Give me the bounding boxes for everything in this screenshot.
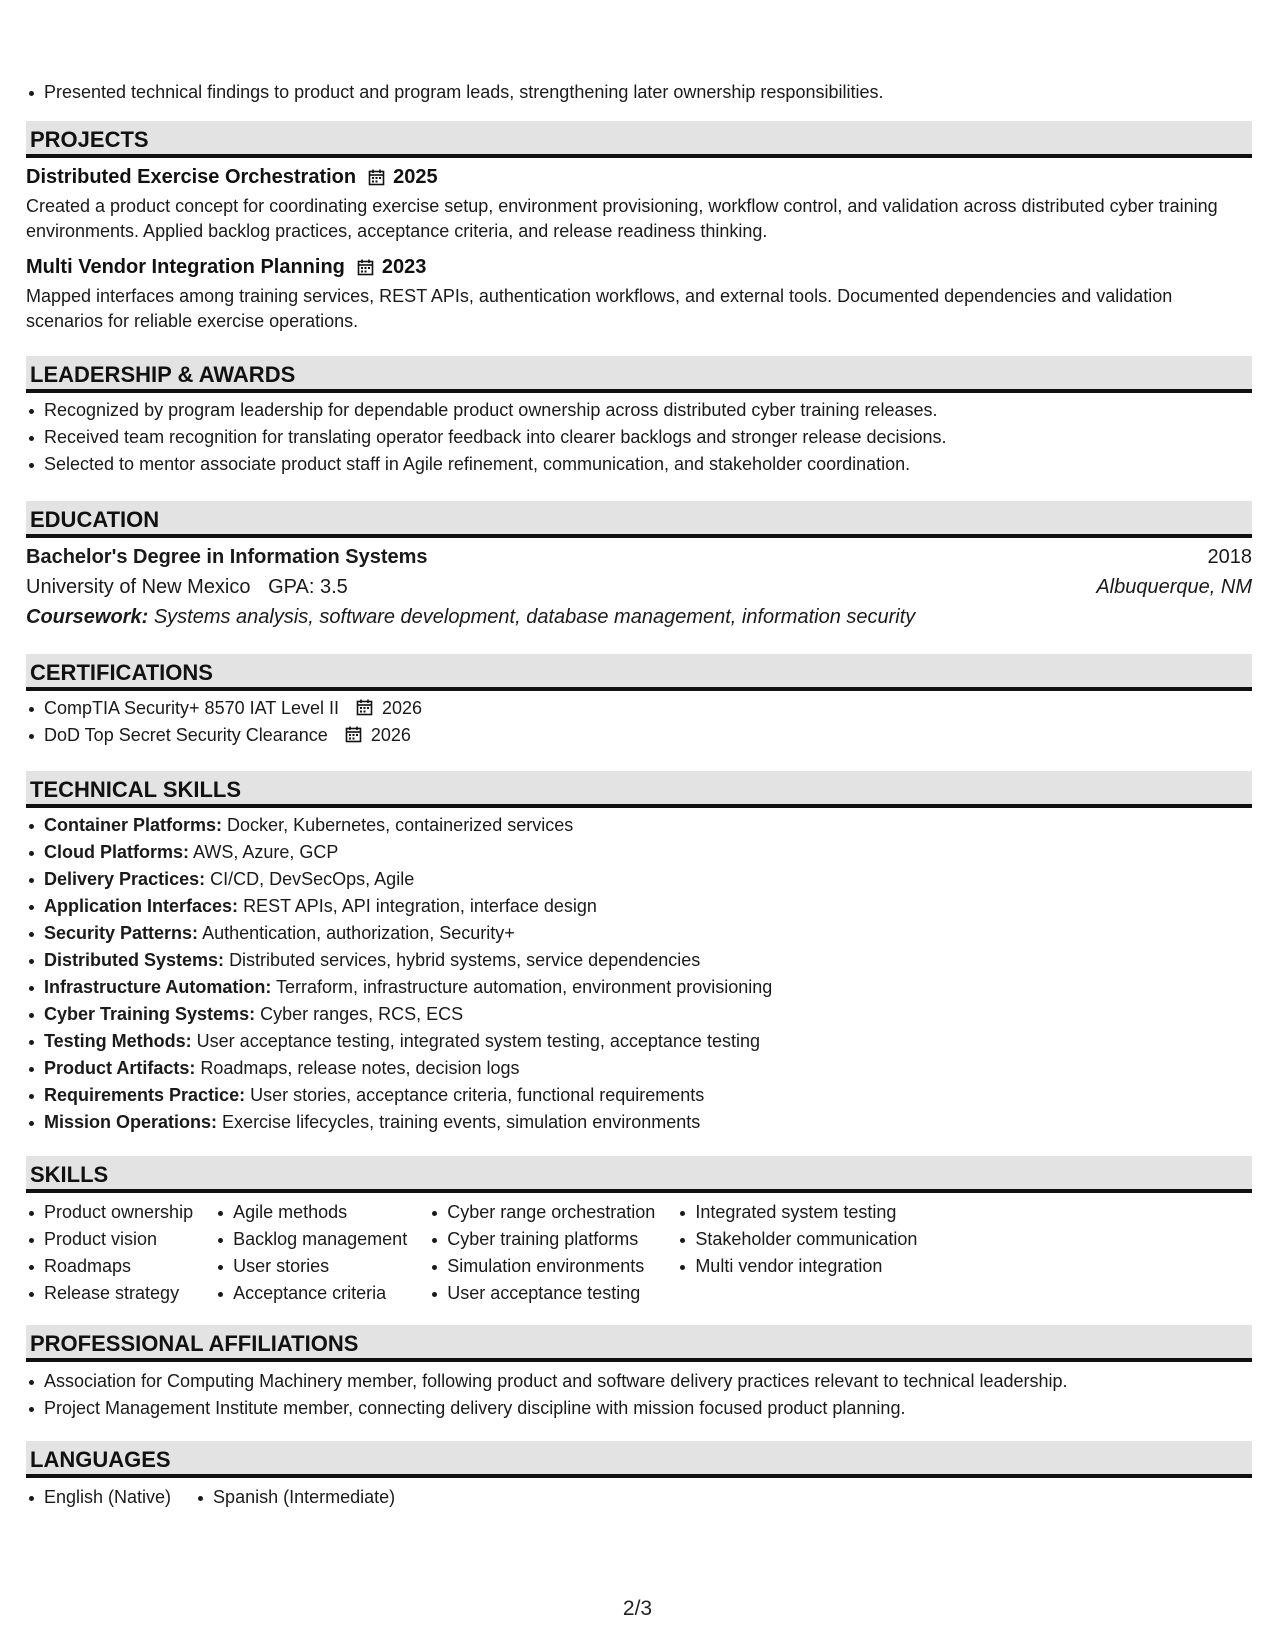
certification-name: DoD Top Secret Security Clearance bbox=[44, 725, 328, 745]
skill-values: CI/CD, DevSecOps, Agile bbox=[210, 869, 415, 889]
list-item bbox=[26, 893, 1252, 920]
list-item: English (Native) bbox=[26, 1484, 171, 1511]
school-location: Albuquerque, NM bbox=[1096, 576, 1252, 598]
certification-year: 2026 bbox=[370, 725, 411, 745]
certifications-list bbox=[26, 695, 1252, 749]
list-item: Product vision bbox=[26, 1226, 193, 1253]
skill-values: AWS, Azure, GCP bbox=[193, 842, 339, 862]
skill-values: Terraform, infrastructure automation, environment provisioning bbox=[276, 977, 773, 997]
project-entry bbox=[26, 164, 1252, 244]
list-item: Acceptance criteria bbox=[215, 1280, 407, 1307]
skill-category: Infrastructure Automation: bbox=[44, 977, 272, 997]
list-item bbox=[26, 947, 1252, 974]
section-heading: SKILLS bbox=[26, 1156, 1252, 1193]
list-item: Simulation environments bbox=[429, 1253, 655, 1280]
skill-category: Requirements Practice: bbox=[44, 1085, 246, 1105]
skills-columns bbox=[26, 1199, 1252, 1307]
projects-section bbox=[26, 121, 1252, 334]
experience-continued-list bbox=[26, 79, 1252, 106]
list-item bbox=[26, 812, 1252, 839]
skill-category: Cyber Training Systems: bbox=[44, 1004, 256, 1024]
list-item bbox=[26, 1109, 1252, 1136]
list-item: Association for Computing Machinery member, following product and software delivery practices relevant to technical leadership. bbox=[26, 1368, 1252, 1395]
list-item: Agile methods bbox=[215, 1199, 407, 1226]
leadership-section bbox=[26, 356, 1252, 478]
list-item: Recognized by program leadership for dependable product ownership across distributed cyber training releases. bbox=[26, 397, 1252, 424]
section-heading: LEADERSHIP & AWARDS bbox=[26, 356, 1252, 393]
coursework: Systems analysis, software development, database management, information security bbox=[153, 606, 916, 628]
project-description: Created a product concept for coordinating exercise setup, environment provisioning, workflow control, and validation across distributed cyber training environments. Applied backlog practices, acceptance criteria, and release readiness thinking. bbox=[26, 196, 1218, 241]
list-item: User stories bbox=[215, 1253, 407, 1280]
certification-year: 2026 bbox=[382, 698, 423, 718]
calendar-icon bbox=[357, 259, 374, 276]
skill-values: Distributed services, hybrid systems, service dependencies bbox=[229, 950, 701, 970]
skill-category: Delivery Practices: bbox=[44, 869, 206, 889]
affiliations-list bbox=[26, 1368, 1252, 1422]
list-item bbox=[26, 1028, 1252, 1055]
list-item bbox=[26, 839, 1252, 866]
skill-category: Cloud Platforms: bbox=[44, 842, 190, 862]
list-item bbox=[26, 1055, 1252, 1082]
list-item: Multi vendor integration bbox=[677, 1253, 917, 1280]
skill-values: Authentication, authorization, Security+ bbox=[202, 923, 515, 943]
list-item: Spanish (Intermediate) bbox=[195, 1484, 395, 1511]
list-item bbox=[26, 866, 1252, 893]
skill-values: User stories, acceptance criteria, functional requirements bbox=[250, 1085, 705, 1105]
skill-values: User acceptance testing, integrated system testing, acceptance testing bbox=[196, 1031, 760, 1051]
certification-name: CompTIA Security+ 8570 IAT Level II bbox=[44, 698, 339, 718]
skills-column bbox=[215, 1199, 407, 1307]
calendar-icon bbox=[345, 726, 362, 743]
skill-values: REST APIs, API integration, interface design bbox=[243, 896, 597, 916]
skill-values: Roadmaps, release notes, decision logs bbox=[200, 1058, 520, 1078]
list-item: Product ownership bbox=[26, 1199, 193, 1226]
gpa: GPA: 3.5 bbox=[268, 576, 348, 598]
languages-list bbox=[26, 1484, 1252, 1511]
project-entry bbox=[26, 254, 1252, 334]
skill-category: Distributed Systems: bbox=[44, 950, 225, 970]
list-item bbox=[26, 695, 1252, 722]
project-title: Distributed Exercise Orchestration bbox=[26, 166, 357, 188]
section-heading: PROJECTS bbox=[26, 121, 1252, 158]
languages-section bbox=[26, 1441, 1252, 1511]
list-item: Release strategy bbox=[26, 1280, 193, 1307]
project-year: 2023 bbox=[381, 256, 427, 278]
list-item bbox=[26, 1001, 1252, 1028]
skill-values: Cyber ranges, RCS, ECS bbox=[260, 1004, 464, 1024]
list-item bbox=[26, 920, 1252, 947]
project-title: Multi Vendor Integration Planning bbox=[26, 256, 345, 278]
school-name: University of New Mexico bbox=[26, 576, 251, 598]
project-description: Mapped interfaces among training services, REST APIs, authentication workflows, and external tools. Documented dependencies and validation scenarios for reliable exercise operations. bbox=[26, 286, 1173, 331]
leadership-list bbox=[26, 397, 1252, 478]
skills-column bbox=[26, 1199, 193, 1307]
skill-category: Security Patterns: bbox=[44, 923, 199, 943]
list-item bbox=[26, 722, 1252, 749]
calendar-icon bbox=[356, 699, 373, 716]
skill-values: Docker, Kubernetes, containerized services bbox=[227, 815, 574, 835]
skill-category: Application Interfaces: bbox=[44, 896, 239, 916]
list-item: Backlog management bbox=[215, 1226, 407, 1253]
coursework-label: Coursework: bbox=[26, 606, 149, 628]
degree-title: Bachelor's Degree in Information Systems bbox=[26, 546, 428, 568]
list-item: Integrated system testing bbox=[677, 1199, 917, 1226]
skill-category: Container Platforms: bbox=[44, 815, 223, 835]
skills-section bbox=[26, 1156, 1252, 1307]
skill-category: Product Artifacts: bbox=[44, 1058, 196, 1078]
section-heading: TECHNICAL SKILLS bbox=[26, 771, 1252, 808]
skills-column bbox=[677, 1199, 917, 1307]
list-item bbox=[26, 974, 1252, 1001]
list-item: Cyber training platforms bbox=[429, 1226, 655, 1253]
page-number: 2/3 bbox=[622, 1597, 653, 1620]
list-item: Presented technical findings to product and program leads, strengthening later ownership responsibilities. bbox=[26, 79, 1252, 106]
education-section bbox=[26, 501, 1252, 632]
certifications-section bbox=[26, 654, 1252, 749]
project-year: 2025 bbox=[393, 166, 438, 188]
calendar-icon bbox=[368, 169, 385, 186]
technical-skills-list bbox=[26, 812, 1252, 1136]
list-item: Roadmaps bbox=[26, 1253, 193, 1280]
technical-skills-section bbox=[26, 771, 1252, 1136]
list-item: User acceptance testing bbox=[429, 1280, 655, 1307]
list-item: Project Management Institute member, connecting delivery discipline with mission focused product planning. bbox=[26, 1395, 1252, 1422]
list-item: Cyber range orchestration bbox=[429, 1199, 655, 1226]
list-item: Received team recognition for translating operator feedback into clearer backlogs and stronger release decisions. bbox=[26, 424, 1252, 451]
affiliations-section bbox=[26, 1325, 1252, 1422]
list-item bbox=[26, 1082, 1252, 1109]
list-item: Selected to mentor associate product staff in Agile refinement, communication, and stakeholder coordination. bbox=[26, 451, 1252, 478]
section-heading: CERTIFICATIONS bbox=[26, 654, 1252, 691]
section-heading: PROFESSIONAL AFFILIATIONS bbox=[26, 1325, 1252, 1362]
skill-category: Testing Methods: bbox=[44, 1031, 192, 1051]
section-heading: EDUCATION bbox=[26, 501, 1252, 538]
graduation-year: 2018 bbox=[1207, 546, 1252, 568]
skill-category: Mission Operations: bbox=[44, 1112, 218, 1132]
list-item: Stakeholder communication bbox=[677, 1226, 917, 1253]
skills-column bbox=[429, 1199, 655, 1307]
skill-values: Exercise lifecycles, training events, simulation environments bbox=[222, 1112, 701, 1132]
section-heading: LANGUAGES bbox=[26, 1441, 1252, 1478]
